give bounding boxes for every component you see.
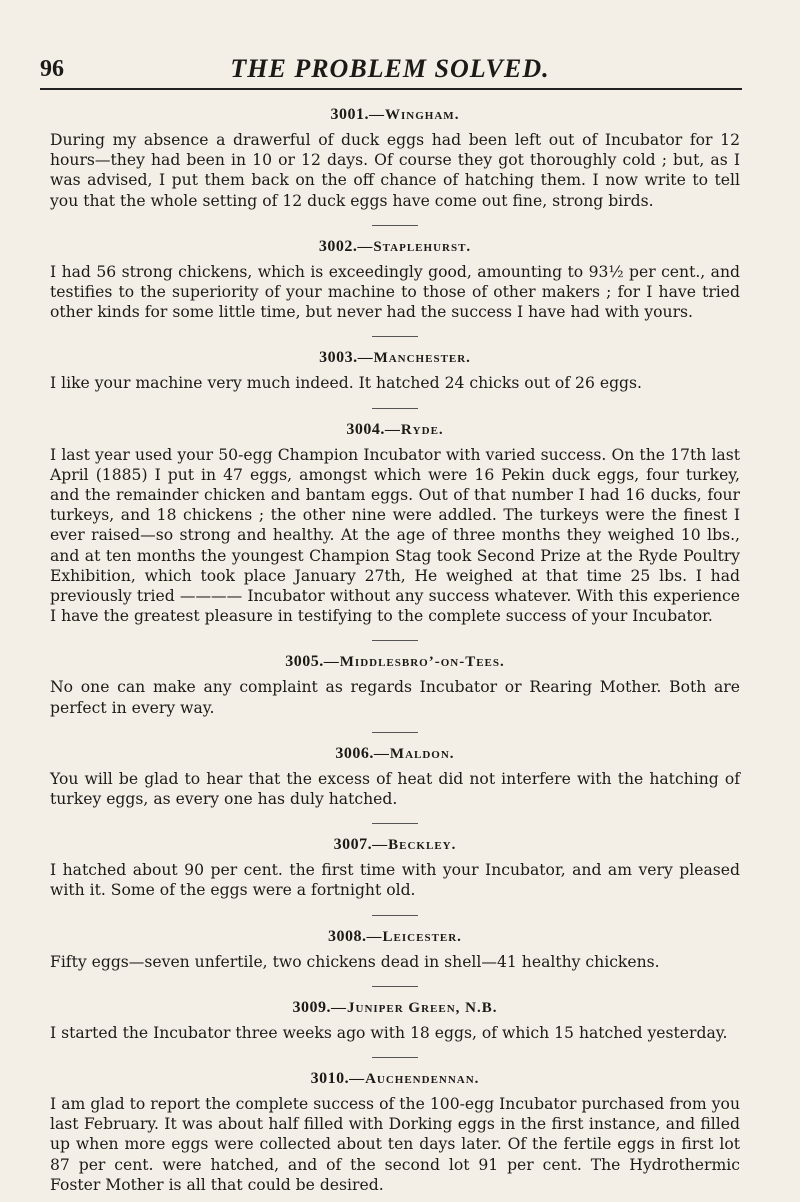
- entry-separator: [372, 915, 418, 916]
- entry-heading: [50, 106, 740, 124]
- entry-separator: [372, 732, 418, 733]
- entry-number: 3007.: [333, 836, 373, 854]
- entry-place: —Beckley.: [372, 837, 457, 854]
- entry-heading: [50, 653, 740, 671]
- entry-text: I had 56 strong chickens, which is exceedingly good, amounting to 93½ per cent., and testifies to the superiority of your machine to those of other makers ; for I have tried other kinds for some little time, but never had the success I have had with yours.: [50, 262, 740, 322]
- entry-separator: [372, 408, 418, 409]
- testimonial-entry: [50, 421, 740, 627]
- entry-place: —Juniper Green, N.B.: [331, 999, 498, 1016]
- testimonial-entry: [50, 745, 740, 809]
- entry-number: 3008.: [328, 927, 367, 945]
- entry-number: 3003.: [319, 349, 358, 367]
- entry-heading: [50, 999, 740, 1017]
- entry-place: —Manchester.: [357, 350, 471, 367]
- entry-text: I started the Incubator three weeks ago with 18 eggs, of which 15 hatched yesterday.: [50, 1023, 728, 1042]
- entry-number: 3006.: [335, 744, 374, 762]
- entry-text: No one can make any complaint as regards Incubator or Rearing Mother. Both are perfect in every way.: [50, 678, 740, 717]
- entry-separator: [372, 225, 418, 226]
- testimonial-entry: [50, 928, 740, 972]
- testimonial-entry: [50, 836, 740, 900]
- testimonial-entry: [50, 653, 740, 717]
- entry-place: —Auchendennan.: [349, 1071, 480, 1088]
- entry-place: —Maldon.: [373, 745, 455, 762]
- entry-text: I hatched about 90 per cent. the first time with your Incubator, and am very pleased with it. Some of the eggs were a fortnight old.: [50, 861, 740, 900]
- entry-heading: [50, 745, 740, 763]
- entry-text: During my absence a drawerful of duck eggs had been left out of Incubator for 12 hours—they had been in 10 or 12 days. Of course they got thoroughly cold ; but, as I was advised, I put them back on the off chance of hatching them. I now write to tell you that the whole setting of 12 duck eggs have come out fine, strong birds.: [50, 131, 740, 210]
- entry-place: —Middlesbro’-on-Tees.: [323, 654, 505, 671]
- entry-heading: [50, 928, 740, 946]
- entry-place: —Wingham.: [369, 107, 460, 123]
- header-rule: [40, 88, 742, 90]
- entry-heading: [50, 836, 740, 854]
- entry-text: Fifty eggs—seven unfertile, two chickens dead in shell—41 healthy chickens.: [50, 952, 660, 971]
- testimonial-entry: [50, 238, 740, 323]
- entry-heading: [50, 238, 740, 256]
- entry-heading: [50, 421, 740, 439]
- entry-place: —Ryde.: [384, 421, 444, 438]
- entry-text: I am glad to report the complete success of the 100-egg Incubator purchased from you last February. It was about half filled with Dorking eggs in the first instance, and filled up when more eggs were collected about ten days later. Of the fertile eggs in first lot 87 per cent. were hatched, and of the second lot 91 per cent. The Hydrothermic Foster Mother is all that could be desired.: [50, 1095, 740, 1194]
- entry-text: You will be glad to hear that the excess of heat did not interfere with the hatching of turkey eggs, as every one has duly hatched.: [50, 769, 740, 809]
- entry-text: I last year used your 50-egg Champion Incubator with varied success. On the 17th last April (1885) I put in 47 eggs, amongst which were 16 Pekin duck eggs, four turkey, and the remainder chicken and bantam eggs. Out of that number I had 16 ducks, four turkeys, and 18 chickens ; the other nine were addled. The turkeys were the finest I ever raised—so strong and healthy. At the age of three months they weighed 10 lbs., and at ten months the youngest Champion Stag took Second Prize at the Ryde Poultry Exhibition, which took place January 27th, He weighed at that time 25 lbs. I had previously tried ———— Incubator without any success whatever. With this experience I have the greatest pleasure in testifying to the complete success of your Incubator.: [50, 445, 740, 626]
- testimonial-entry: [50, 999, 740, 1043]
- page-number: 96: [40, 56, 64, 82]
- entry-separator: [372, 640, 418, 641]
- entry-place: —Staplehurst.: [357, 238, 472, 255]
- testimonial-entry: [50, 106, 740, 211]
- entry-separator: [372, 823, 418, 824]
- entry-heading: [50, 1070, 740, 1088]
- entry-place: —Leicester.: [366, 928, 462, 945]
- testimonial-list: [50, 96, 740, 1195]
- entry-number: 3004.: [346, 420, 385, 438]
- entry-text: I like your machine very much indeed. It hatched 24 chicks out of 26 eggs.: [50, 374, 642, 393]
- entry-separator: [372, 1057, 418, 1058]
- entry-number: 3010.: [310, 1070, 350, 1088]
- entry-number: 3009.: [292, 998, 331, 1016]
- entry-separator: [372, 336, 418, 337]
- entry-separator: [372, 986, 418, 987]
- running-title: THE PROBLEM SOLVED.: [230, 54, 550, 83]
- entry-number: 3005.: [285, 653, 324, 671]
- entry-heading: [50, 349, 740, 367]
- testimonial-entry: [50, 1070, 740, 1195]
- testimonial-entry: [50, 349, 740, 393]
- page-header: [40, 50, 740, 90]
- entry-number: 3002.: [318, 237, 358, 255]
- entry-number: 3001.: [330, 106, 370, 123]
